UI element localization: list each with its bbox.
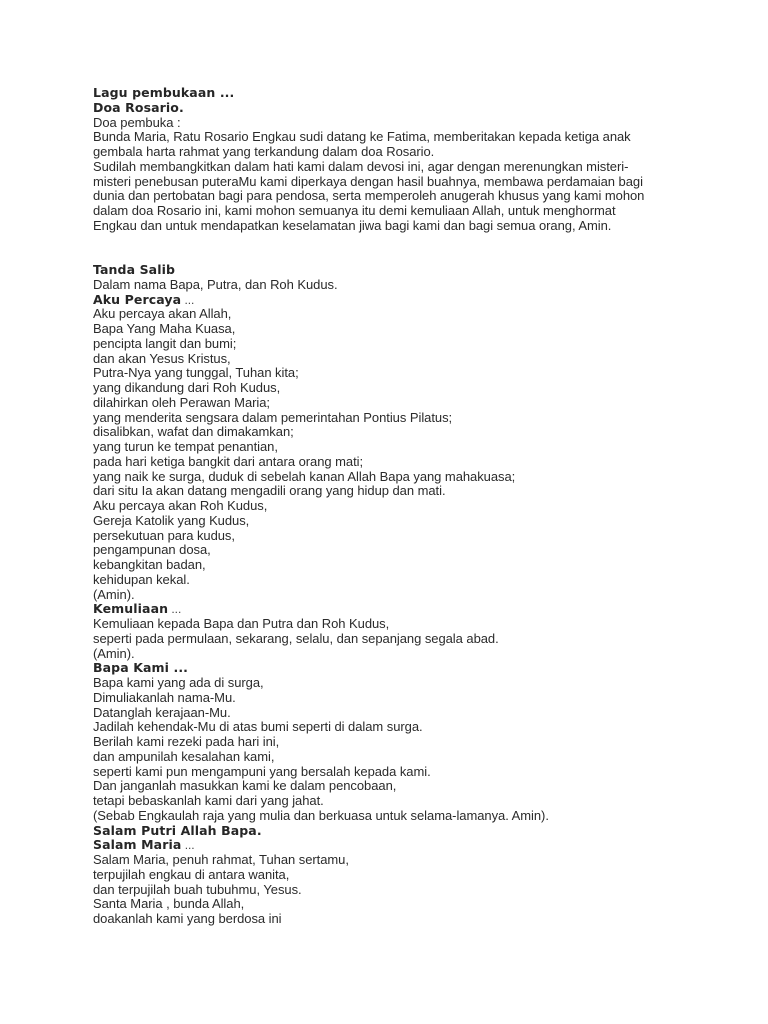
heading-lagu-pembukaan: Lagu pembukaan ...: [93, 85, 235, 100]
paragraph-line: dunia dan pertobatan bagi para pendosa, serta memperoleh anugerah khusus yang kami mohon: [93, 188, 645, 204]
prayer-line: Datanglah kerajaan-Mu.: [93, 704, 231, 720]
heading-row-kemuliaan: [93, 602, 733, 617]
prayer-line: yang dikandung dari Roh Kudus,: [93, 380, 281, 395]
heading-kemuliaan: Kemuliaan: [93, 601, 169, 617]
prayer-line: Aku percaya akan Roh Kudus,: [93, 498, 268, 513]
prayer-line: yang turun ke tempat penantian,: [93, 439, 278, 454]
prayer-line: dilahirkan oleh Perawan Maria;: [93, 394, 270, 410]
heading-ellipsis: ...: [181, 292, 195, 307]
heading-salam-putri: Salam Putri Allah Bapa.: [93, 822, 262, 838]
prayer-line: dari situ Ia akan datang mengadili orang yang hidup dan mati.: [93, 483, 446, 499]
prayer-line: Bapa kami yang ada di surga,: [93, 675, 264, 690]
prayer-line: disalibkan, wafat dan dimakamkan;: [93, 424, 294, 440]
prayer-line: doakanlah kami yang berdosa ini: [93, 911, 282, 926]
prayer-line: pada hari ketiga bangkit dari antara orang mati;: [93, 453, 364, 469]
prayer-kemuliaan: [93, 617, 733, 661]
section-spacer: [93, 234, 733, 264]
heading-row-salam-maria: [93, 838, 733, 853]
prayer-line: (Amin).: [93, 586, 135, 602]
heading-row-aku-percaya: [93, 293, 733, 308]
paragraph-line: misteri penebusan puteraMu kami diperkaya dengan hasil buahnya, membawa perdamaian bagi: [93, 173, 643, 189]
heading-bapa-kami: Bapa Kami ...: [93, 660, 189, 676]
prayer-line: Dan janganlah masukkan kami ke dalam pencobaan,: [93, 778, 397, 794]
prayer-line: Jadilah kehendak-Mu di atas bumi seperti di dalam surga.: [93, 719, 423, 735]
prayer-line: Santa Maria , bunda Allah,: [93, 896, 245, 912]
text-tanda-salib: Dalam nama Bapa, Putra, dan Roh Kudus.: [93, 276, 338, 292]
prayer-line: dan akan Yesus Kristus,: [93, 350, 231, 366]
prayer-line: Salam Maria, penuh rahmat, Tuhan sertamu,: [93, 852, 349, 867]
prayer-bapa-kami: [93, 676, 733, 824]
prayer-line: kehidupan kekal.: [93, 571, 190, 587]
prayer-line: seperti kami pun mengampuni yang bersalah kepada kami.: [93, 763, 431, 779]
paragraph-opening-2: [93, 160, 733, 234]
paragraph-line: Sudilah membangkitkan dalam hati kami dalam devosi ini, agar dengan merenungkan misteri-: [93, 158, 629, 174]
heading-ellipsis: ...: [168, 602, 182, 617]
label-doa-pembuka: Doa pembuka :: [93, 114, 181, 130]
prayer-line: Putra-Nya yang tunggal, Tuhan kita;: [93, 365, 299, 381]
prayer-line: terpujilah engkau di antara wanita,: [93, 866, 290, 882]
paragraph-line: Engkau dan untuk mendapatkan keselamatan jiwa bagi kami dan bagi semua orang, Amin.: [93, 217, 612, 233]
prayer-line: pengampunan dosa,: [93, 542, 211, 558]
document-body: [93, 86, 733, 927]
prayer-line: yang menderita sengsara dalam pemerintahan Pontius Pilatus;: [93, 409, 453, 425]
heading-tanda-salib: Tanda Salib: [93, 262, 176, 277]
prayer-line: persekutuan para kudus,: [93, 527, 235, 543]
prayer-line: Kemuliaan kepada Bapa dan Putra dan Roh Kudus,: [93, 616, 390, 631]
prayer-aku-percaya: [93, 307, 733, 602]
prayer-line: (Sebab Engkaulah raja yang mulia dan berkuasa untuk selama-lamanya. Amin).: [93, 807, 549, 823]
paragraph-line: Bunda Maria, Ratu Rosario Engkau sudi datang ke Fatima, memberitakan kepada ketiga anak: [93, 129, 631, 145]
prayer-line: tetapi bebaskanlah kami dari yang jahat.: [93, 793, 324, 808]
prayer-line: dan ampunilah kesalahan kami,: [93, 748, 275, 764]
prayer-line: kebangkitan badan,: [93, 557, 206, 572]
prayer-line: Berilah kami rezeki pada hari ini,: [93, 734, 280, 749]
heading-aku-percaya: Aku Percaya: [93, 291, 182, 307]
prayer-line: Gereja Katolik yang Kudus,: [93, 512, 250, 528]
prayer-salam-maria: [93, 853, 733, 927]
prayer-line: Dimuliakanlah nama-Mu.: [93, 689, 236, 705]
prayer-line: pencipta langit dan bumi;: [93, 335, 237, 351]
prayer-line: Bapa Yang Maha Kuasa,: [93, 321, 236, 336]
prayer-line: seperti pada permulaan, sekarang, selalu, dan sepanjang segala abad.: [93, 630, 499, 646]
paragraph-line: dalam doa Rosario ini, kami mohon semuanya itu demi kemuliaan Allah, untuk menghormat: [93, 203, 616, 218]
prayer-line: dan terpujilah buah tubuhmu, Yesus.: [93, 881, 302, 897]
heading-salam-maria: Salam Maria: [93, 837, 182, 853]
paragraph-line: gembala harta rahmat yang terkandung dalam doa Rosario.: [93, 144, 435, 159]
prayer-line: yang naik ke surga, duduk di sebelah kanan Allah Bapa yang mahakuasa;: [93, 468, 516, 484]
heading-ellipsis: ...: [181, 838, 195, 853]
prayer-line: Aku percaya akan Allah,: [93, 306, 232, 322]
heading-doa-rosario: Doa Rosario.: [93, 99, 184, 115]
paragraph-opening-1: [93, 130, 733, 160]
prayer-line: (Amin).: [93, 645, 135, 661]
